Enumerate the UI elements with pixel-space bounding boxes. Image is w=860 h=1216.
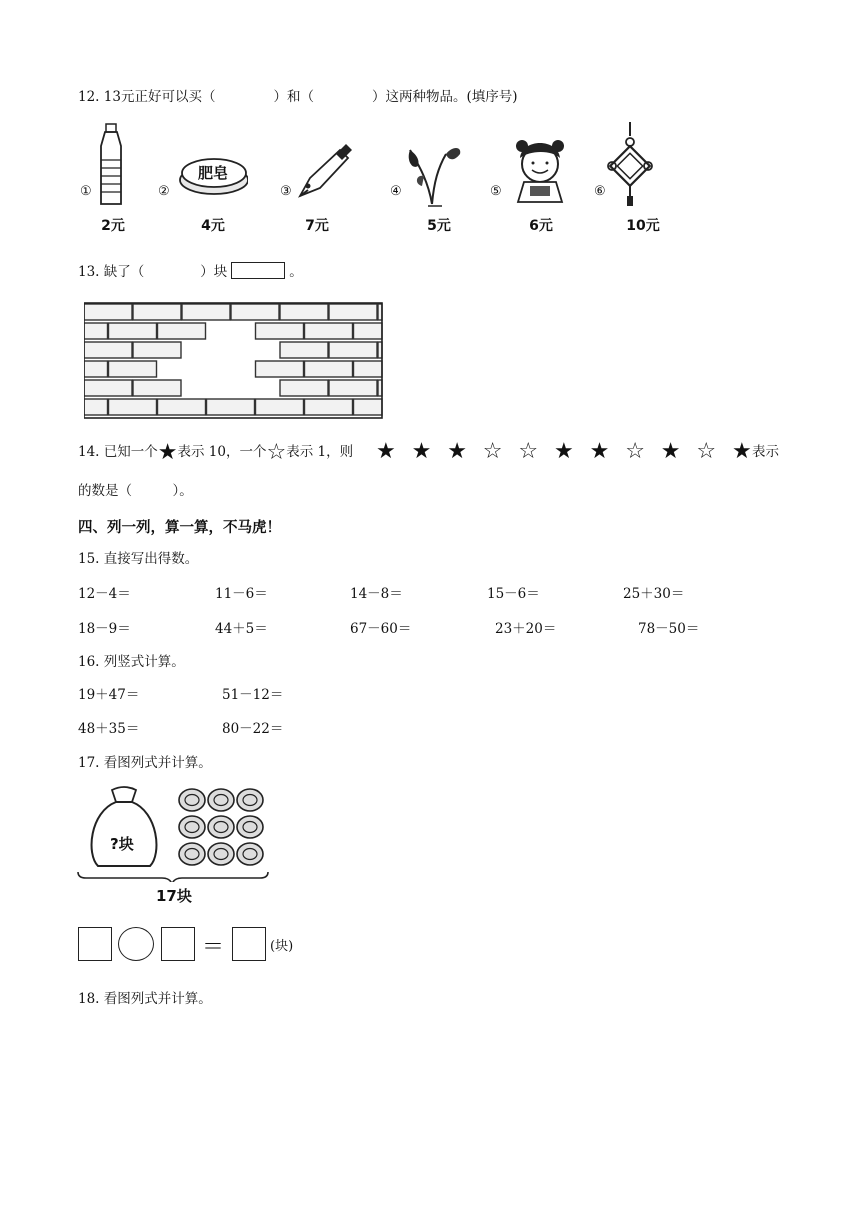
- unit-label: (块): [270, 939, 294, 954]
- brick: [280, 304, 328, 320]
- solid-star-icon: ★: [447, 439, 467, 464]
- solid-star-icon: ★: [157, 440, 178, 465]
- operator-circle[interactable]: [118, 927, 154, 961]
- q15-eq: 14－8＝: [350, 586, 403, 602]
- q12-question: [78, 88, 518, 106]
- hollow-star-icon: ☆: [482, 439, 503, 464]
- mooncake-icon: [237, 789, 263, 811]
- item-3: [272, 120, 362, 240]
- q15-title: 15. 直接写出得数。: [78, 551, 199, 567]
- brick: [256, 399, 304, 415]
- item-number: ⑤: [490, 184, 502, 199]
- solid-star-icon: ★: [411, 439, 432, 464]
- mooncake-icon: [208, 789, 234, 811]
- q16-title: 16. 列竖式计算。: [78, 654, 185, 670]
- soap-label: 肥皂: [198, 164, 229, 182]
- q14-question: [78, 440, 354, 465]
- mooncake-icon: [208, 816, 234, 838]
- answer-box-1[interactable]: [78, 927, 112, 961]
- brick: [329, 380, 377, 396]
- doll-icon: [490, 120, 580, 212]
- answer-box-2[interactable]: [161, 927, 195, 961]
- q12-prefix: 12. 13元正好可以买（: [78, 89, 216, 105]
- item-5: [490, 120, 580, 240]
- q12-suffix: ）这两种物品。(填序号): [371, 89, 518, 105]
- mooncake-icon: [179, 816, 205, 838]
- solid-star-icon: ★: [660, 439, 681, 464]
- q13-suffix: 。: [289, 264, 303, 280]
- item-price: 2元: [101, 218, 125, 234]
- q15-eq: 25＋30＝: [623, 586, 685, 602]
- brick: [329, 304, 377, 320]
- brick-wall: [84, 302, 384, 420]
- brick: [84, 361, 108, 377]
- mooncake-icon: [237, 816, 263, 838]
- solid-star-icon: ★: [732, 439, 752, 464]
- item-number: ③: [280, 184, 292, 199]
- brick: [354, 323, 383, 339]
- brick: [84, 380, 132, 396]
- mooncake-icon: [179, 843, 205, 865]
- item-price: 4元: [201, 218, 225, 234]
- item-number: ⑥: [594, 184, 606, 199]
- hollow-star-icon: ☆: [266, 440, 287, 465]
- q15-eq: 12－4＝: [78, 586, 131, 602]
- q17-figure: [76, 782, 276, 882]
- item-price: 5元: [427, 218, 451, 234]
- q14-text-c: 表示 1，则: [286, 444, 354, 460]
- q15-eq: 18－9＝: [78, 621, 131, 637]
- q14-line2: 的数是（ ）。: [78, 483, 193, 499]
- brick: [354, 399, 383, 415]
- q14-text-d: 表示: [752, 444, 779, 460]
- q15-eq: 44＋5＝: [215, 621, 268, 637]
- q13-prefix: 13. 缺了（: [78, 264, 145, 280]
- brick: [84, 304, 132, 320]
- brick: [256, 361, 304, 377]
- total-label: 17块: [156, 887, 192, 905]
- bag-icon: [92, 787, 157, 866]
- section-title: 四、列一列，算一算，不马虎！: [78, 519, 281, 536]
- brick: [182, 304, 230, 320]
- q16-eq: 80－22＝: [222, 721, 284, 737]
- brick: [305, 361, 353, 377]
- q16-eq: 48＋35＝: [78, 721, 140, 737]
- brick: [84, 342, 132, 358]
- brick: [280, 342, 328, 358]
- brick: [207, 399, 255, 415]
- item-price: 7元: [305, 218, 329, 234]
- brick: [109, 361, 157, 377]
- item-price: 6元: [529, 218, 553, 234]
- item-number: ①: [80, 184, 92, 199]
- brick: [329, 342, 377, 358]
- brick: [133, 342, 181, 358]
- mooncake-icon: [208, 843, 234, 865]
- brick: [84, 399, 108, 415]
- brick: [231, 304, 279, 320]
- solid-star-icon: ★: [554, 439, 574, 464]
- item-number: ②: [158, 184, 170, 199]
- q15-eq: 11－6＝: [215, 586, 268, 602]
- brick: [280, 380, 328, 396]
- answer-box-result[interactable]: [232, 927, 266, 961]
- q12-mid: ）和（: [273, 89, 314, 105]
- brick-box-icon: [231, 262, 285, 279]
- mooncake-icon: [237, 843, 263, 865]
- item-price: 10元: [626, 218, 660, 234]
- brick: [158, 323, 206, 339]
- item-6: [592, 120, 682, 240]
- q14-text-a: 14. 已知一个: [78, 444, 158, 460]
- bag-label: ?块: [110, 835, 134, 853]
- hollow-star-icon: ☆: [625, 439, 645, 464]
- hollow-star-icon: ☆: [518, 439, 539, 464]
- item-number: ④: [390, 184, 402, 199]
- brick: [256, 323, 304, 339]
- item-1: [76, 120, 166, 240]
- brick: [305, 399, 353, 415]
- mooncake-icon: [179, 789, 205, 811]
- q17-title: 17. 看图列式并计算。: [78, 755, 212, 771]
- item-4: [388, 120, 478, 240]
- q15-eq: 23＋20＝: [495, 621, 557, 637]
- brick: [133, 380, 181, 396]
- q13-mid: ）块: [200, 264, 228, 280]
- brick: [84, 323, 108, 339]
- q14-text-b: 表示 10，一个: [177, 444, 267, 460]
- q15-eq: 78－50＝: [638, 621, 700, 637]
- q18-title: 18. 看图列式并计算。: [78, 991, 212, 1007]
- solid-star-icon: ★: [589, 439, 610, 464]
- brick: [109, 399, 157, 415]
- brick: [354, 361, 383, 377]
- q16-eq: 51－12＝: [222, 687, 284, 703]
- q15-eq: 67－60＝: [350, 621, 412, 637]
- q16-eq: 19＋47＝: [78, 687, 140, 703]
- q13-question: [78, 262, 303, 281]
- item-2: [158, 120, 248, 240]
- brick: [158, 399, 206, 415]
- q15-eq: 15－6＝: [487, 586, 540, 602]
- brick: [133, 304, 181, 320]
- hollow-star-icon: ☆: [696, 439, 717, 464]
- equals-sign: ＝: [202, 935, 225, 960]
- brick: [109, 323, 157, 339]
- brick: [305, 323, 353, 339]
- solid-star-icon: ★: [376, 439, 396, 464]
- q12-item-row: [76, 120, 696, 240]
